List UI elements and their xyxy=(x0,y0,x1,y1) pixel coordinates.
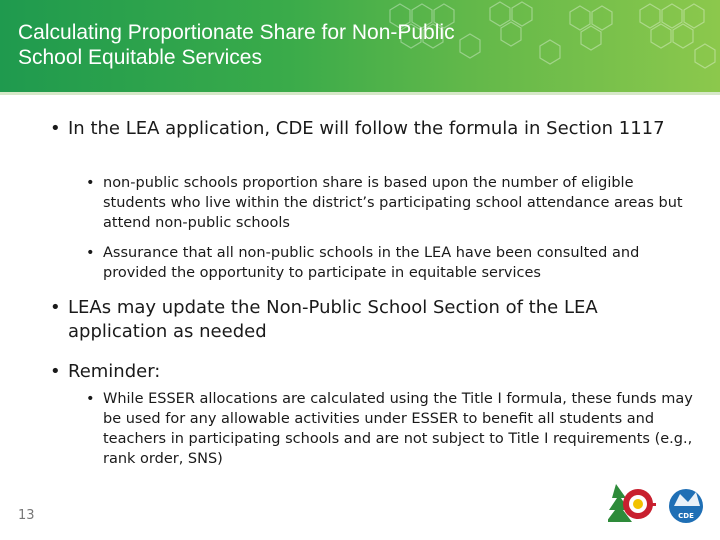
colorado-state-logo-icon xyxy=(608,484,656,522)
bullet-dot: • xyxy=(86,391,95,407)
bullet-dot: • xyxy=(50,118,61,139)
bullet-1-sub-1-text: non-public schools proportion share is based upon the number of eligible students who live within the district’s participating school attendance areas but attend non-public schools xyxy=(103,175,683,231)
bullet-dot: • xyxy=(86,245,95,261)
bullet-2 xyxy=(50,296,670,344)
bullet-3-sub-1-text: While ESSER allocations are calculated using the Title I formula, these funds may be used for any allowable activities under ESSER to benefit all students and teachers in participating schools and are not subject to Title I requirements (e.g., rank order, SNS) xyxy=(103,391,693,467)
bullet-dot: • xyxy=(50,361,61,382)
bullet-dot: • xyxy=(86,175,95,191)
cde-logo-text: CDE xyxy=(678,512,694,520)
bullet-dot: • xyxy=(50,297,61,318)
colorado-cde-logos xyxy=(608,484,712,526)
bullet-1-sub-2-text: Assurance that all non-public schools in the LEA have been consulted and provided the opportunity to participate in equitable services xyxy=(103,245,640,281)
slide-title: Calculating Proportionate Share for Non-Public School Equitable Services xyxy=(18,21,455,69)
bullet-1-text: In the LEA application, CDE will follow the formula in Section 1117 xyxy=(68,118,665,139)
bullet-1-sub-1 xyxy=(86,173,686,233)
bullet-1 xyxy=(50,117,670,141)
bullet-2-text: LEAs may update the Non-Public School Section of the LEA application as needed xyxy=(68,297,598,342)
bullet-3-text: Reminder: xyxy=(68,361,161,382)
bullet-3 xyxy=(50,360,670,384)
cde-logo-icon xyxy=(669,489,703,523)
slide-number: 13 xyxy=(18,508,35,523)
bullet-3-sub-1 xyxy=(86,389,696,469)
bullet-1-sub-2 xyxy=(86,243,686,283)
